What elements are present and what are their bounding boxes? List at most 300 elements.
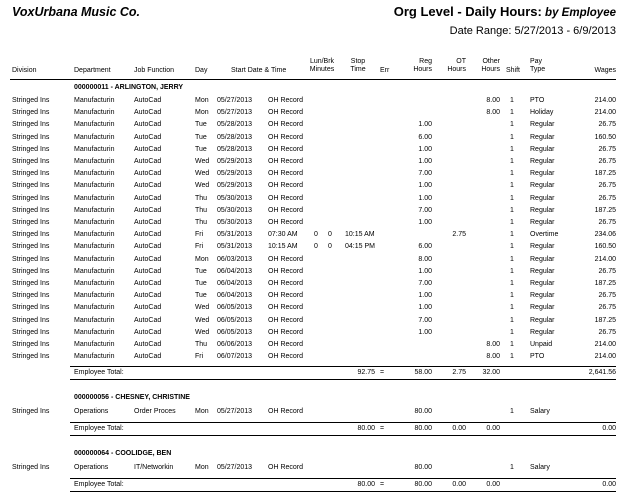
employee-total-stop: 80.00 [357, 425, 375, 433]
row-time: 10:15 AM [268, 243, 298, 251]
row-wages: 214.00 [594, 97, 616, 104]
employee-total-wages: 0.00 [602, 481, 616, 489]
row-date: 05/29/2013 [217, 158, 253, 165]
row-day: Wed [195, 158, 210, 165]
column-header-other [470, 58, 500, 74]
row-pay: Regular [530, 280, 555, 287]
row-wages: 26.75 [598, 194, 616, 202]
row-date: 05/30/2013 [217, 206, 253, 214]
employee-total-equals: = [380, 369, 385, 377]
row-pay: Regular [530, 255, 555, 263]
row-time: 07:30 AM [268, 231, 298, 239]
row-job: AutoCad [134, 304, 162, 312]
column-header-lunbrk-line1: Lun/Brk [309, 58, 335, 65]
row-shift: 1 [510, 133, 514, 141]
row-wages: 26.75 [598, 219, 616, 226]
row-wages: 160.50 [594, 133, 616, 141]
row-job: AutoCad [134, 133, 162, 141]
row-date: 05/28/2013 [217, 133, 253, 141]
employee-total-equals: = [380, 425, 385, 433]
row-time: OH Record [268, 194, 304, 202]
row-shift: 1 [510, 267, 514, 275]
row-shift: 1 [510, 109, 514, 117]
row-lun: 0 [314, 243, 318, 251]
row-time: OH Record [268, 408, 304, 415]
row-time: OH Record [268, 255, 304, 263]
row-job: AutoCad [134, 341, 162, 348]
row-wages: 26.75 [598, 121, 616, 129]
row-day: Mon [195, 109, 209, 117]
row-reg: 1.00 [418, 194, 432, 202]
row-wages: 26.75 [598, 292, 616, 300]
column-header-division: Division [12, 67, 37, 74]
row-time: OH Record [268, 109, 304, 117]
row-pay: PTO [530, 353, 545, 361]
row-department: Manufacturin [74, 231, 115, 239]
report-title [394, 4, 616, 19]
row-date: 06/04/2013 [217, 292, 253, 300]
row-wages: 26.75 [598, 304, 616, 312]
row-division: Stringed Ins [12, 206, 50, 214]
row-date: 05/27/2013 [217, 464, 253, 471]
row-shift: 1 [510, 280, 514, 287]
row-department: Manufacturin [74, 292, 115, 300]
row-division: Stringed Ins [12, 170, 50, 178]
header-rule [10, 79, 616, 80]
employee-total-reg: 80.00 [414, 481, 432, 489]
row-reg: 7.00 [418, 316, 432, 324]
report-title-main: Org Level - Daily Hours: [393, 4, 542, 19]
row-division: Stringed Ins [12, 133, 50, 141]
row-job: AutoCad [134, 170, 162, 178]
row-job: AutoCad [134, 206, 162, 214]
row-shift: 1 [510, 219, 514, 226]
row-department: Operations [74, 408, 109, 415]
row-time: OH Record [268, 267, 304, 275]
row-day: Tue [195, 292, 207, 300]
row-date: 06/04/2013 [217, 280, 253, 287]
row-time: OH Record [268, 464, 304, 471]
row-shift: 1 [510, 158, 514, 165]
row-time: OH Record [268, 292, 304, 300]
row-date: 06/05/2013 [217, 304, 253, 312]
employee-total-ot: 0.00 [452, 425, 466, 433]
row-day: Tue [195, 280, 207, 287]
column-header-day: Day [195, 67, 208, 74]
row-department: Manufacturin [74, 341, 115, 348]
row-date: 06/03/2013 [217, 255, 253, 263]
row-shift: 1 [510, 304, 514, 312]
row-other: 8.00 [486, 97, 500, 104]
row-department: Manufacturin [74, 280, 115, 287]
row-division: Stringed Ins [12, 158, 50, 165]
row-time: OH Record [268, 304, 304, 312]
row-stop: 04:15 PM [345, 243, 375, 251]
row-pay: Regular [530, 206, 555, 214]
row-shift: 1 [510, 255, 514, 263]
row-time: OH Record [268, 158, 304, 165]
row-pay: Overtime [530, 231, 559, 239]
column-header-ot [436, 58, 466, 74]
row-division: Stringed Ins [12, 231, 50, 239]
row-reg: 1.00 [418, 328, 432, 336]
row-time: OH Record [268, 353, 304, 361]
row-pay: Regular [530, 267, 555, 275]
row-day: Mon [195, 255, 209, 263]
row-division: Stringed Ins [12, 121, 50, 129]
employee-total-label: Employee Total: [74, 425, 124, 433]
column-header-department: Department [74, 67, 111, 74]
row-shift: 1 [510, 121, 514, 129]
row-day: Fri [195, 353, 204, 361]
row-pay: Regular [530, 292, 555, 300]
row-department: Manufacturin [74, 304, 115, 312]
row-day: Tue [195, 267, 207, 275]
row-pay: Holiday [530, 109, 554, 117]
row-division: Stringed Ins [12, 255, 50, 263]
employee-header: 000000064 - COOLIDGE, BEN [74, 450, 172, 457]
row-time: OH Record [268, 341, 304, 348]
column-header-lunbrk-line2: Minutes [309, 66, 335, 73]
row-department: Manufacturin [74, 316, 115, 324]
row-division: Stringed Ins [12, 464, 50, 471]
row-wages: 187.25 [594, 316, 616, 324]
row-department: Manufacturin [74, 182, 115, 190]
date-range: Date Range: 5/27/2013 - 6/9/2013 [449, 25, 616, 37]
column-header-pay-type [530, 58, 545, 74]
row-reg: 8.00 [418, 255, 432, 263]
employee-total-stop: 80.00 [357, 481, 375, 489]
row-wages: 214.00 [594, 109, 616, 117]
row-brk: 0 [328, 243, 332, 251]
row-day: Wed [195, 328, 210, 336]
row-wages: 187.25 [594, 280, 616, 287]
row-day: Tue [195, 121, 207, 129]
row-shift: 1 [510, 316, 514, 324]
row-shift: 1 [510, 145, 514, 153]
row-division: Stringed Ins [12, 304, 50, 312]
row-reg: 1.00 [418, 158, 432, 165]
row-department: Manufacturin [74, 219, 115, 226]
row-wages: 214.00 [594, 255, 616, 263]
row-job: Order Proces [134, 408, 176, 415]
row-department: Manufacturin [74, 267, 115, 275]
row-shift: 1 [510, 243, 514, 251]
row-reg: 1.00 [418, 219, 432, 226]
row-department: Manufacturin [74, 133, 115, 141]
row-stop: 10:15 AM [345, 231, 375, 239]
row-other: 8.00 [486, 353, 500, 361]
row-day: Thu [195, 206, 208, 214]
row-division: Stringed Ins [12, 194, 50, 202]
row-pay: Regular [530, 170, 555, 178]
row-shift: 1 [510, 170, 514, 178]
row-reg: 7.00 [418, 206, 432, 214]
row-job: AutoCad [134, 292, 162, 300]
row-day: Tue [195, 145, 207, 153]
row-job: AutoCad [134, 121, 162, 129]
row-time: OH Record [268, 280, 304, 287]
row-division: Stringed Ins [12, 219, 50, 226]
employee-total-reg: 58.00 [414, 369, 432, 377]
row-reg: 1.00 [418, 304, 432, 312]
row-job: AutoCad [134, 353, 162, 361]
row-job: AutoCad [134, 267, 162, 275]
row-reg: 1.00 [418, 145, 432, 153]
employee-total-equals: = [380, 481, 385, 489]
column-header-ot-line2: Hours [447, 66, 466, 73]
row-pay: Regular [530, 145, 555, 153]
row-department: Manufacturin [74, 243, 115, 251]
row-job: AutoCad [134, 158, 162, 165]
row-wages: 26.75 [598, 267, 616, 275]
row-job: AutoCad [134, 280, 162, 287]
row-time: OH Record [268, 145, 304, 153]
row-other: 8.00 [486, 109, 500, 117]
row-date: 05/28/2013 [217, 121, 253, 129]
row-reg: 1.00 [418, 292, 432, 300]
row-department: Operations [74, 464, 109, 471]
row-division: Stringed Ins [12, 97, 50, 104]
row-job: AutoCad [134, 194, 162, 202]
column-header-reg [400, 58, 432, 74]
row-day: Wed [195, 316, 210, 324]
row-time: OH Record [268, 182, 304, 190]
employee-total-wages: 2,641.56 [588, 369, 616, 377]
row-pay: Regular [530, 194, 555, 202]
row-shift: 1 [510, 341, 514, 348]
employee-total-label: Employee Total: [74, 369, 124, 377]
row-department: Manufacturin [74, 145, 115, 153]
row-brk: 0 [328, 231, 332, 239]
row-job: AutoCad [134, 243, 162, 251]
row-reg: 80.00 [414, 408, 432, 415]
row-shift: 1 [510, 292, 514, 300]
row-job: AutoCad [134, 145, 162, 153]
row-pay: PTO [530, 97, 545, 104]
row-time: OH Record [268, 133, 304, 141]
column-header-err: Err [380, 67, 390, 74]
column-header-reg-line2: Hours [413, 66, 432, 73]
row-date: 06/05/2013 [217, 316, 253, 324]
row-pay: Regular [530, 121, 555, 129]
column-header-shift: Shift [506, 67, 521, 74]
row-department: Manufacturin [74, 97, 115, 104]
column-header-pay-line2: Type [530, 66, 546, 73]
row-division: Stringed Ins [12, 341, 50, 348]
row-department: Manufacturin [74, 158, 115, 165]
row-job: AutoCad [134, 328, 162, 336]
row-day: Wed [195, 304, 210, 312]
row-department: Manufacturin [74, 255, 115, 263]
row-wages: 26.75 [598, 328, 616, 336]
row-wages: 187.25 [594, 170, 616, 178]
row-other: 8.00 [486, 341, 500, 348]
column-header-stop [344, 58, 372, 74]
row-shift: 1 [510, 328, 514, 336]
row-date: 06/05/2013 [217, 328, 253, 336]
row-wages: 26.75 [598, 182, 616, 190]
row-day: Mon [195, 97, 209, 104]
column-header-reg-line1: Reg [419, 58, 432, 65]
row-date: 05/27/2013 [217, 408, 253, 415]
row-date: 06/06/2013 [217, 341, 253, 348]
row-wages: 26.75 [598, 145, 616, 153]
row-shift: 1 [510, 194, 514, 202]
row-division: Stringed Ins [12, 328, 50, 336]
row-pay: Unpaid [530, 341, 553, 348]
row-division: Stringed Ins [12, 408, 50, 415]
row-reg: 6.00 [418, 243, 432, 251]
row-wages: 214.00 [594, 353, 616, 361]
employee-total-other: 0.00 [486, 481, 500, 489]
row-job: AutoCad [134, 182, 162, 190]
row-time: OH Record [268, 328, 304, 336]
row-reg: 1.00 [418, 121, 432, 129]
row-time: OH Record [268, 206, 304, 214]
row-day: Fri [195, 243, 204, 251]
employee-total-label: Employee Total: [74, 481, 124, 489]
row-department: Manufacturin [74, 121, 115, 129]
row-pay: Regular [530, 328, 555, 336]
row-pay: Regular [530, 133, 555, 141]
row-pay: Salary [530, 408, 550, 415]
employee-total-wages: 0.00 [602, 425, 616, 433]
row-job: AutoCad [134, 316, 162, 324]
row-wages: 214.00 [594, 341, 616, 348]
row-shift: 1 [510, 353, 514, 361]
row-department: Manufacturin [74, 109, 115, 117]
row-time: OH Record [268, 219, 304, 226]
row-wages: 234.06 [594, 231, 616, 239]
row-shift: 1 [510, 182, 514, 190]
row-time: OH Record [268, 170, 304, 178]
row-date: 05/29/2013 [217, 170, 253, 178]
row-time: OH Record [268, 121, 304, 129]
row-pay: Regular [530, 182, 555, 190]
employee-total-stop: 92.75 [357, 369, 375, 377]
row-time: OH Record [268, 97, 304, 104]
row-reg: 80.00 [414, 464, 432, 471]
employee-total-other: 32.00 [482, 369, 500, 377]
row-pay: Regular [530, 304, 555, 312]
employee-header: 000000011 - ARLINGTON, JERRY [74, 84, 184, 91]
row-date: 05/30/2013 [217, 219, 253, 226]
column-header-stop-line1: Stop [350, 58, 366, 65]
row-job: AutoCad [134, 231, 162, 239]
column-header-job-function: Job Function [134, 67, 175, 74]
row-day: Fri [195, 231, 204, 239]
row-division: Stringed Ins [12, 280, 50, 287]
employee-total-reg: 80.00 [414, 425, 432, 433]
row-pay: Regular [530, 219, 555, 226]
row-shift: 1 [510, 206, 514, 214]
row-job: IT/Networkin [134, 464, 174, 471]
row-department: Manufacturin [74, 353, 115, 361]
row-pay: Salary [530, 464, 550, 471]
row-pay: Regular [530, 316, 555, 324]
row-pay: Regular [530, 243, 555, 251]
row-date: 06/04/2013 [217, 267, 253, 275]
row-job: AutoCad [134, 97, 162, 104]
row-reg: 7.00 [418, 280, 432, 287]
column-header-start: Start Date & Time [231, 67, 287, 74]
column-header-other-line2: Hours [481, 66, 500, 73]
row-reg: 1.00 [418, 182, 432, 190]
row-division: Stringed Ins [12, 145, 50, 153]
row-department: Manufacturin [74, 170, 115, 178]
row-date: 05/30/2013 [217, 194, 253, 202]
row-shift: 1 [510, 231, 514, 239]
employee-total-ot: 2.75 [452, 369, 466, 377]
column-header-pay-line1: Pay [530, 58, 543, 65]
row-division: Stringed Ins [12, 267, 50, 275]
row-date: 05/31/2013 [217, 243, 253, 251]
row-wages: 160.50 [594, 243, 616, 251]
row-division: Stringed Ins [12, 353, 50, 361]
row-shift: 1 [510, 464, 514, 471]
row-division: Stringed Ins [12, 182, 50, 190]
column-header-stop-line2: Time [350, 66, 366, 73]
row-division: Stringed Ins [12, 109, 50, 117]
row-day: Thu [195, 341, 208, 348]
row-shift: 1 [510, 408, 514, 415]
row-pay: Regular [530, 158, 555, 165]
row-date: 05/29/2013 [217, 182, 253, 190]
column-header-ot-line1: OT [456, 58, 466, 65]
column-header-lunbrk [305, 58, 339, 74]
row-day: Tue [195, 133, 207, 141]
row-shift: 1 [510, 97, 514, 104]
row-job: AutoCad [134, 219, 162, 226]
row-date: 05/31/2013 [217, 231, 253, 239]
column-header-other-line1: Other [482, 58, 500, 65]
row-ot: 2.75 [452, 231, 466, 239]
row-wages: 26.75 [598, 158, 616, 165]
row-wages: 187.25 [594, 206, 616, 214]
employee-total-ot: 0.00 [452, 481, 466, 489]
row-department: Manufacturin [74, 206, 115, 214]
row-division: Stringed Ins [12, 243, 50, 251]
company-name: VoxUrbana Music Co. [12, 5, 141, 19]
report-title-suffix: by Employee [541, 7, 616, 19]
row-division: Stringed Ins [12, 292, 50, 300]
row-reg: 6.00 [418, 133, 432, 141]
row-date: 05/27/2013 [217, 109, 253, 117]
row-department: Manufacturin [74, 194, 115, 202]
employee-total-other: 0.00 [486, 425, 500, 433]
row-job: AutoCad [134, 109, 162, 117]
column-header-wages: Wages [594, 67, 616, 74]
row-reg: 1.00 [418, 267, 432, 275]
row-division: Stringed Ins [12, 316, 50, 324]
row-day: Thu [195, 194, 208, 202]
row-day: Wed [195, 182, 210, 190]
row-day: Thu [195, 219, 208, 226]
row-day: Wed [195, 170, 210, 178]
row-date: 06/07/2013 [217, 353, 253, 361]
row-day: Mon [195, 408, 209, 415]
row-date: 05/27/2013 [217, 97, 253, 104]
row-reg: 7.00 [418, 170, 432, 178]
row-time: OH Record [268, 316, 304, 324]
row-day: Mon [195, 464, 209, 471]
row-date: 05/28/2013 [217, 145, 253, 153]
row-department: Manufacturin [74, 328, 115, 336]
row-job: AutoCad [134, 255, 162, 263]
employee-header: 000000056 - CHESNEY, CHRISTINE [74, 394, 190, 401]
row-lun: 0 [314, 231, 318, 239]
